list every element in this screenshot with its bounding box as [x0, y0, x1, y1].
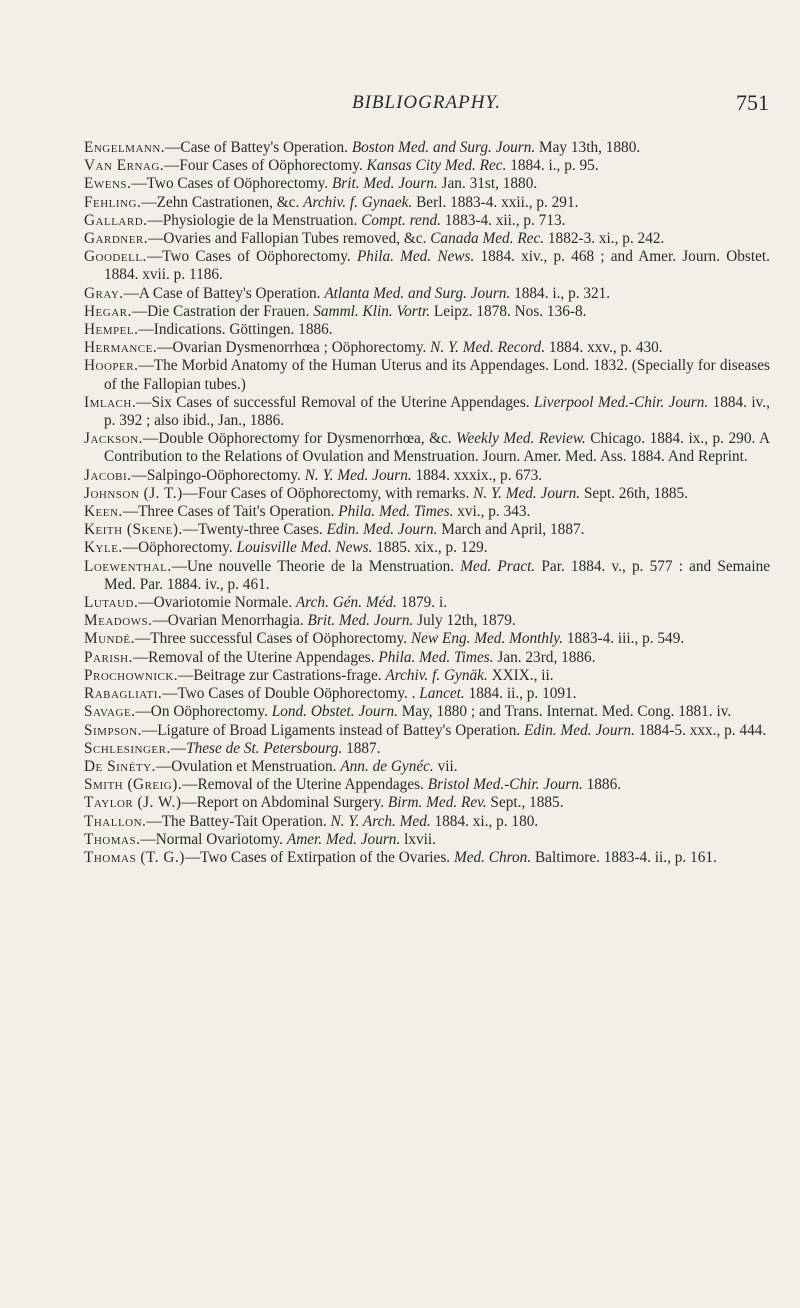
- entry-author: Fehling.: [84, 193, 142, 211]
- entry-author: Hermance.: [84, 339, 158, 357]
- entry-details: May, 1880 ; and Trans. Internat. Med. Cong. 1881. iv.: [397, 703, 732, 721]
- entry-journal: Bristol Med.-Chir. Journ.: [427, 776, 583, 794]
- bibliography-entry: [84, 831, 770, 849]
- entry-details: 1884. iv., p. 392 ; also ibid., Jan., 1886.: [104, 393, 770, 430]
- bibliography-entry: [84, 740, 770, 758]
- entry-journal: Weekly Med. Review.: [456, 430, 586, 448]
- entry-title: —Two Cases of Extirpation of the Ovaries.: [184, 848, 454, 866]
- entry-journal: Canada Med. Rec.: [430, 230, 545, 248]
- entry-details: 1887.: [342, 739, 381, 757]
- entry-title: —Two Cases of Oöphorectomy.: [146, 248, 357, 266]
- bibliography-entry: [84, 849, 770, 867]
- entry-details: lxvii.: [400, 830, 436, 848]
- running-head: BIBLIOGRAPHY.: [352, 92, 501, 113]
- entry-details: 1879. i.: [396, 594, 448, 612]
- entry-journal: N. Y. Med. Journ.: [473, 484, 581, 502]
- entry-journal: Amer. Med. Journ.: [286, 830, 401, 848]
- bibliography-entry: [84, 430, 770, 466]
- entry-author: Thomas.: [84, 830, 141, 848]
- entry-journal: Atlanta Med. and Surg. Journ.: [324, 284, 511, 302]
- entry-title: —Zehn Castrationen, &c.: [141, 193, 304, 211]
- entry-journal: Arch. Gén. Méd.: [295, 594, 397, 612]
- bibliography-entry: [84, 594, 770, 612]
- entry-details: 1884. i., p. 321.: [510, 284, 611, 302]
- entry-author: Smith (Greig).: [84, 776, 183, 794]
- entry-journal: N. Y. Med. Journ.: [304, 466, 412, 484]
- entry-author: Goodell.: [84, 248, 147, 266]
- entry-author: Jackson.: [84, 430, 144, 448]
- entry-title: —: [170, 739, 187, 757]
- entry-author: Keen.: [84, 503, 123, 521]
- bibliography-entry: [84, 248, 770, 284]
- entry-title: —Two Cases of Double Oöphorectomy. .: [162, 685, 420, 703]
- bibliography-entry: [84, 303, 770, 321]
- entry-details: Sept. 26th, 1885.: [580, 484, 689, 502]
- page-header: [84, 92, 769, 116]
- bibliography-entry: [84, 758, 770, 776]
- entry-title: —Three Cases of Tait's Operation.: [122, 503, 339, 521]
- entry-journal: N. Y. Arch. Med.: [330, 812, 431, 830]
- entry-title: —The Morbid Anatomy of the Human Uterus and its Appendages. Lond. 1832. (Specially for diseases of the Fallopian tubes.): [104, 357, 770, 393]
- entry-details: 1884. ii., p. 1091.: [464, 685, 577, 703]
- entry-author: Hegar.: [84, 302, 132, 320]
- entry-journal: Samml. Klin. Vortr.: [313, 302, 431, 320]
- entry-author: Kyle.: [84, 539, 123, 557]
- entry-author: Thallon.: [84, 812, 147, 830]
- entry-journal: Birm. Med. Rev.: [387, 794, 487, 812]
- entry-details: 1884-5. xxx., p. 444.: [634, 721, 767, 739]
- entry-author: Parish.: [84, 648, 133, 666]
- entry-journal: Louisville Med. News.: [236, 539, 373, 557]
- entry-details: 1884. i., p. 95.: [506, 157, 599, 175]
- entry-journal: Archiv. f. Gynäk.: [385, 666, 488, 684]
- entry-author: Schlesinger.: [84, 739, 171, 757]
- entry-title: —Ovarian Dysmenorrhœa ; Oöphorectomy.: [157, 339, 431, 357]
- entry-details: xvi., p. 343.: [453, 503, 531, 521]
- entry-details: Berl. 1883-4. xxii., p. 291.: [412, 193, 579, 211]
- entry-title: —Removal of the Uterine Appendages.: [182, 776, 428, 794]
- bibliography-entry: [84, 139, 770, 157]
- entry-details: Par. 1884. v., p. 577 : and Semaine Med. Par. 1884. iv., p. 461.: [104, 557, 771, 593]
- bibliography-entry: [84, 212, 770, 230]
- entry-author: De Sinéty.: [84, 757, 156, 775]
- entry-details: 1884. xi., p. 180.: [430, 812, 539, 830]
- entry-details: Leipz. 1878. Nos. 136-8.: [430, 302, 587, 320]
- entry-journal: Med. Chron.: [453, 848, 532, 866]
- entry-title: —Ovariotomie Normale.: [138, 594, 296, 612]
- entry-journal: Edin. Med. Journ.: [524, 721, 635, 739]
- entry-title: —Four Cases of Oöphorectomy, with remarks.: [182, 484, 474, 502]
- entry-title: —Ovulation et Menstruation.: [155, 757, 341, 775]
- bibliography-entry: [84, 175, 770, 193]
- entry-author: Keith (Skene).: [84, 521, 183, 539]
- entry-title: —The Battey-Tait Operation.: [146, 812, 331, 830]
- bibliography-entry: [84, 794, 770, 812]
- entry-author: Van Ernag.: [84, 157, 165, 175]
- entry-title: —A Case of Battey's Operation.: [123, 284, 325, 302]
- bibliography-entry: [84, 521, 770, 539]
- entry-journal: Archiv. f. Gynaek.: [303, 193, 413, 211]
- entry-author: Jacobi.: [84, 466, 132, 484]
- entry-author: Ewens.: [84, 175, 132, 193]
- bibliography-entry: [84, 685, 770, 703]
- bibliography-entry: [84, 485, 770, 503]
- entry-journal: Lond. Obstet. Journ.: [271, 703, 398, 721]
- entry-title: —Removal of the Uterine Appendages.: [132, 648, 379, 666]
- entry-journal: Brit. Med. Journ.: [331, 175, 438, 193]
- entry-journal: Edin. Med. Journ.: [326, 521, 438, 539]
- entry-details: 1886.: [582, 776, 622, 794]
- entry-title: —Six Cases of successful Removal of the Uterine Appendages.: [136, 393, 535, 411]
- entry-journal: These de St. Petersbourg.: [186, 739, 343, 757]
- entry-journal: Ann. de Gynéc.: [340, 757, 434, 775]
- entry-title: —Four Cases of Oöphorectomy.: [164, 157, 367, 175]
- entry-journal: Boston Med. and Surg. Journ.: [351, 139, 536, 156]
- bibliography-entry: [84, 813, 770, 831]
- bibliography-entry: [84, 157, 770, 175]
- entry-title: —Two Cases of Oöphorectomy.: [131, 175, 332, 193]
- entry-author: Gallard.: [84, 211, 148, 229]
- entry-title: —Oöphorectomy.: [122, 539, 237, 557]
- entry-title: —Une nouvelle Theorie de la Menstruation.: [171, 557, 461, 575]
- entry-journal: Brit. Med. Journ.: [307, 612, 414, 630]
- entry-title: —Case of Battey's Operation.: [165, 139, 352, 156]
- entry-author: Rabagliati.: [84, 685, 163, 703]
- bibliography-entry: [84, 194, 770, 212]
- entry-details: XXIX., ii.: [487, 666, 554, 684]
- entry-title: —Three successful Cases of Oöphorectomy.: [134, 630, 411, 648]
- entry-journal: Phila. Med. Times.: [378, 648, 494, 666]
- entry-author: Hooper.: [84, 357, 139, 375]
- entry-title: —Ligature of Broad Ligaments instead of Battey's Operation.: [141, 721, 525, 739]
- entry-title: —Beitrage zur Castrations-frage.: [178, 666, 386, 684]
- entry-journal: Lancet.: [419, 685, 465, 703]
- entry-details: vii.: [433, 757, 458, 775]
- entry-author: Prochownick.: [84, 666, 179, 684]
- entry-journal: Phila. Med. News.: [356, 248, 475, 266]
- entry-author: Lutaud.: [84, 594, 139, 612]
- bibliography-entry: [84, 776, 770, 794]
- entry-author: Gray.: [84, 284, 124, 302]
- page-number: 751: [736, 90, 769, 115]
- entry-details: Sept., 1885.: [486, 794, 564, 812]
- bibliography-entry: [84, 357, 770, 393]
- entry-details: Chicago. 1884. ix., p. 290. A Contribution to the Relations of Ovulation and Menstruation. Journ. Amer. Med. Ass. 1884. And Reprint.: [104, 430, 770, 466]
- bibliography-entry: [84, 339, 770, 357]
- bibliography-entry: [84, 558, 770, 594]
- entry-title: —Ovaries and Fallopian Tubes removed, &c.: [148, 230, 431, 248]
- entry-title: —Salpingo-Oöphorectomy.: [131, 466, 305, 484]
- bibliography-entry: [84, 630, 770, 648]
- entry-details: 1884. xxv., p. 430.: [545, 339, 663, 357]
- entry-details: March and April, 1887.: [437, 521, 585, 539]
- entry-title: —Double Oöphorectomy for Dysmenorrhœa, &c.: [143, 430, 457, 448]
- entry-author: Taylor (J. W.): [84, 794, 182, 812]
- entry-author: Gardner.: [84, 230, 149, 248]
- entry-journal: Compt. rend.: [361, 211, 441, 229]
- entry-title: —Indications. Göttingen. 1886.: [138, 321, 333, 339]
- entry-details: 1884. xiv., p. 468 ; and Amer. Journ. Obstet. 1884. xvii. p. 1186.: [104, 248, 770, 284]
- entry-journal: Liverpool Med.-Chir. Journ.: [534, 393, 709, 411]
- entry-title: —On Oöphorectomy.: [135, 703, 272, 721]
- entry-details: Jan. 31st, 1880.: [437, 175, 538, 193]
- entry-details: July 12th, 1879.: [413, 612, 516, 630]
- entry-details: May 13th, 1880.: [535, 139, 641, 156]
- entry-journal: N. Y. Med. Record.: [430, 339, 546, 357]
- entry-author: Meadows.: [84, 612, 153, 630]
- entry-details: Jan. 23rd, 1886.: [493, 648, 596, 666]
- bibliography-entry: [84, 649, 770, 667]
- bibliography-entry: [84, 612, 770, 630]
- entry-title: —Twenty-three Cases.: [182, 521, 327, 539]
- bibliography-entry: [84, 722, 770, 740]
- entry-author: Hempel.: [84, 321, 139, 339]
- entry-details: 1885. xix., p. 129.: [372, 539, 488, 557]
- bibliography-entry: [84, 667, 770, 685]
- entry-title: —Die Castration der Frauen.: [131, 302, 314, 320]
- bibliography-entry: [84, 503, 770, 521]
- entry-details: 1883-4. xii., p. 713.: [440, 211, 566, 229]
- entry-details: 1882-3. xi., p. 242.: [544, 230, 665, 248]
- bibliography-entry: [84, 230, 770, 248]
- bibliography-entry: [84, 539, 770, 557]
- bibliography-entry: [84, 321, 770, 339]
- entry-title: —Physiologie de la Menstruation.: [147, 211, 362, 229]
- entry-details: 1884. xxxix., p. 673.: [411, 466, 543, 484]
- entry-details: 1883-4. iii., p. 549.: [563, 630, 685, 648]
- entry-title: —Report on Abdominal Surgery.: [181, 794, 388, 812]
- entry-author: Loewenthal.: [84, 557, 172, 575]
- entry-author: Savage.: [84, 703, 136, 721]
- entry-author: Johnson (J. T.): [84, 484, 183, 502]
- entry-journal: Med. Pract.: [460, 557, 536, 575]
- bibliography-entry: [84, 703, 770, 721]
- entry-journal: Kansas City Med. Rec.: [366, 157, 507, 175]
- entry-author: Simpson.: [84, 721, 142, 739]
- entry-author: Thomas (T. G.): [84, 848, 185, 866]
- entry-title: —Normal Ovariotomy.: [140, 830, 287, 848]
- bibliography-entry: [84, 394, 770, 430]
- bibliography-list: [84, 139, 770, 867]
- bibliography-entry: [84, 467, 770, 485]
- entry-author: Imlach.: [84, 393, 137, 411]
- entry-author: Engelmann.: [84, 139, 166, 156]
- entry-journal: New Eng. Med. Monthly.: [410, 630, 564, 648]
- bibliography-entry: [84, 285, 770, 303]
- entry-author: Mundé.: [84, 630, 135, 648]
- entry-journal: Phila. Med. Times.: [338, 503, 454, 521]
- entry-title: —Ovarian Menorrhagia.: [152, 612, 308, 630]
- entry-details: Baltimore. 1883-4. ii., p. 161.: [531, 848, 717, 866]
